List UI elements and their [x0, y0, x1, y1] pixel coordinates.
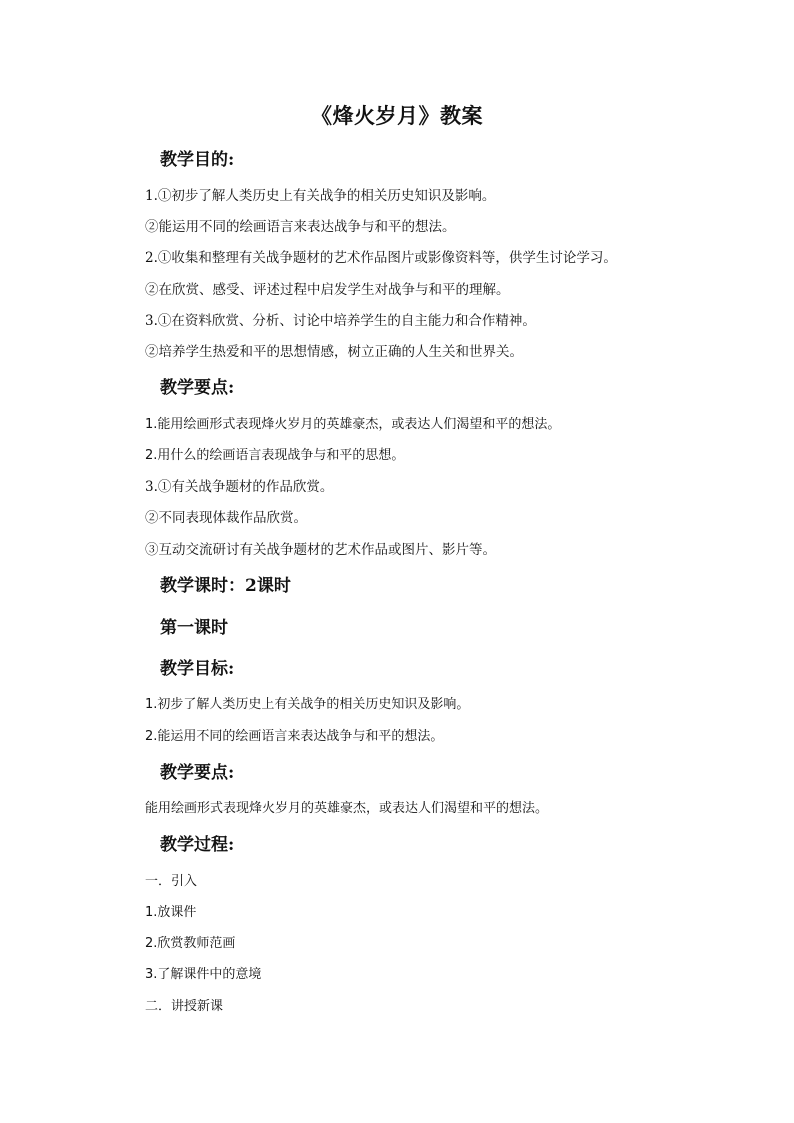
paragraph-line: 2.①收集和整理有关战争题材的艺术作品图片或影像资料等，供学生讨论学习。 — [145, 250, 617, 266]
paragraph-line: 2.能运用不同的绘画语言来表达战争与和平的想法。 — [145, 729, 444, 744]
paragraph-line: ②能运用不同的绘画语言来表达战争与和平的想法。 — [145, 219, 456, 235]
paragraph-line: 能用绘画形式表现烽火岁月的英雄豪杰，或表达人们渴望和平的想法。 — [145, 801, 549, 816]
paragraph-line: 二．讲授新课 — [145, 999, 224, 1014]
paragraph-line: 2.用什么的绘画语言表现战争与和平的思想。 — [145, 448, 405, 463]
paragraph-line: 3.①有关战争题材的作品欣赏。 — [145, 479, 334, 495]
section-heading-teaching-points-2: 教学要点: — [160, 763, 235, 783]
section-heading-teaching-goals: 教学目标: — [160, 659, 235, 679]
paragraph-line: 一．引入 — [145, 874, 198, 889]
paragraph-line: ③互动交流研讨有关战争题材的艺术作品或图片、影片等。 — [145, 542, 496, 558]
section-heading-class-hours: 教学课时：2课时 — [160, 576, 291, 596]
paragraph-line: ②不同表现体裁作品欣赏。 — [145, 510, 307, 526]
section-heading-teaching-points: 教学要点: — [160, 378, 235, 398]
section-heading-teaching-process: 教学过程: — [160, 835, 235, 855]
section-heading-first-lesson: 第一课时 — [160, 618, 228, 638]
paragraph-line: 3.了解课件中的意境 — [145, 967, 262, 982]
section-heading-teaching-purpose: 教学目的: — [160, 150, 235, 170]
paragraph-line: 1.初步了解人类历史上有关战争的相关历史知识及影响。 — [145, 697, 470, 712]
paragraph-line: 3.①在资料欣赏、分析、讨论中培养学生的自主能力和合作精神。 — [145, 313, 536, 329]
document-title: 《烽火岁月》教案 — [311, 103, 483, 128]
paragraph-line: ②培养学生热爱和平的思想情感，树立正确的人生关和世界关。 — [145, 344, 523, 360]
paragraph-line: 2.欣赏教师范画 — [145, 936, 236, 951]
paragraph-line: 1.放课件 — [145, 905, 197, 920]
paragraph-line: 1.①初步了解人类历史上有关战争的相关历史知识及影响。 — [145, 188, 496, 204]
paragraph-line: 1.能用绘画形式表现烽火岁月的英雄豪杰，或表达人们渴望和平的想法。 — [145, 417, 561, 432]
paragraph-line: ②在欣赏、感受、评述过程中启发学生对战争与和平的理解。 — [145, 282, 510, 298]
